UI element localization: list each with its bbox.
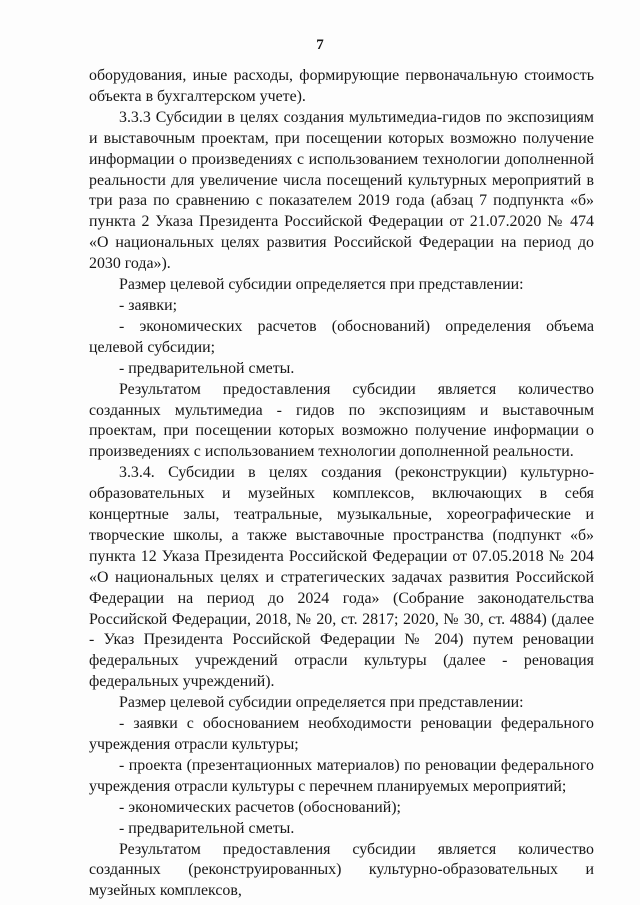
paragraph: - экономических расчетов (обоснований) определения объема целевой субсидии; (89, 317, 594, 356)
page-number: 7 (316, 37, 324, 53)
paragraph: - заявки; (119, 296, 178, 314)
paragraph: - экономических расчетов (обоснований); (119, 798, 401, 816)
paragraph: оборудования, иные расходы, формирующие первоначальную стоимость объекта в бухгалтерском учете). (89, 67, 594, 105)
paragraph: Результатом предоставления субсидии является количество созданных мультимедиа - гидов по экспозициям и выставочным проектам, при посещении которых возможно получение информации о произведениях с использованием технологии дополненной реальности. (89, 380, 594, 461)
paragraph: Размер целевой субсидии определяется при представлении: (119, 276, 524, 294)
document-body (89, 66, 594, 902)
paragraph: Размер целевой субсидии определяется при представлении: (119, 694, 524, 712)
paragraph: 3.3.4. Субсидии в целях создания (реконструкции) культурно-образовательных и музейных комплексов, включающих в себя концертные залы, театральные, музыкальные, хореографические и творческие школы, а также выставочные пространства (подпункт «б» пункта 12 Указа Президента Российской Федерации от 07.05.2018 № 204 «О национальных целях и стратегических задачах развития Российской Федерации на период до 2024 года» (Собрание законодательства Российской Федерации, 2018, № 20, ст. 2817; 2020, № 30, ст. 4884) (далее - Указ Президента Российской Федерации № 204) путем реновации федеральных учреждений отрасли культуры (далее - реновация федеральных учреждений). (89, 464, 594, 691)
paragraph: - предварительной сметы. (119, 359, 295, 377)
paragraph: - заявки с обоснованием необходимости реновации федерального учреждения отрасли культуры; (89, 715, 594, 753)
paragraph: - проекта (презентационных материалов) по реновации федерального учреждения отрасли культуры с перечнем планируемых мероприятий; (89, 756, 594, 795)
paragraph: - предварительной сметы. (119, 819, 295, 837)
paragraph: Результатом предоставления субсидии является количество созданных (реконструированных) культурно-образовательных и музейных комплексов, (89, 840, 594, 900)
paragraph: 3.3.3 Субсидии в целях создания мультимедиа-гидов по экспозициям и выставочным проектам, при посещении которых возможно получение информации о произведениях с использованием технологии дополненной реальности для увеличение числа посещений культурных мероприятий в три раза по сравнению с показателем 2019 года (абзац 7 подпункта «б» пункта 2 Указа Президента Российской Федерации от 21.07.2020 № 474 «О национальных целях развития Российской Федерации на период до 2030 года»). (89, 108, 594, 273)
